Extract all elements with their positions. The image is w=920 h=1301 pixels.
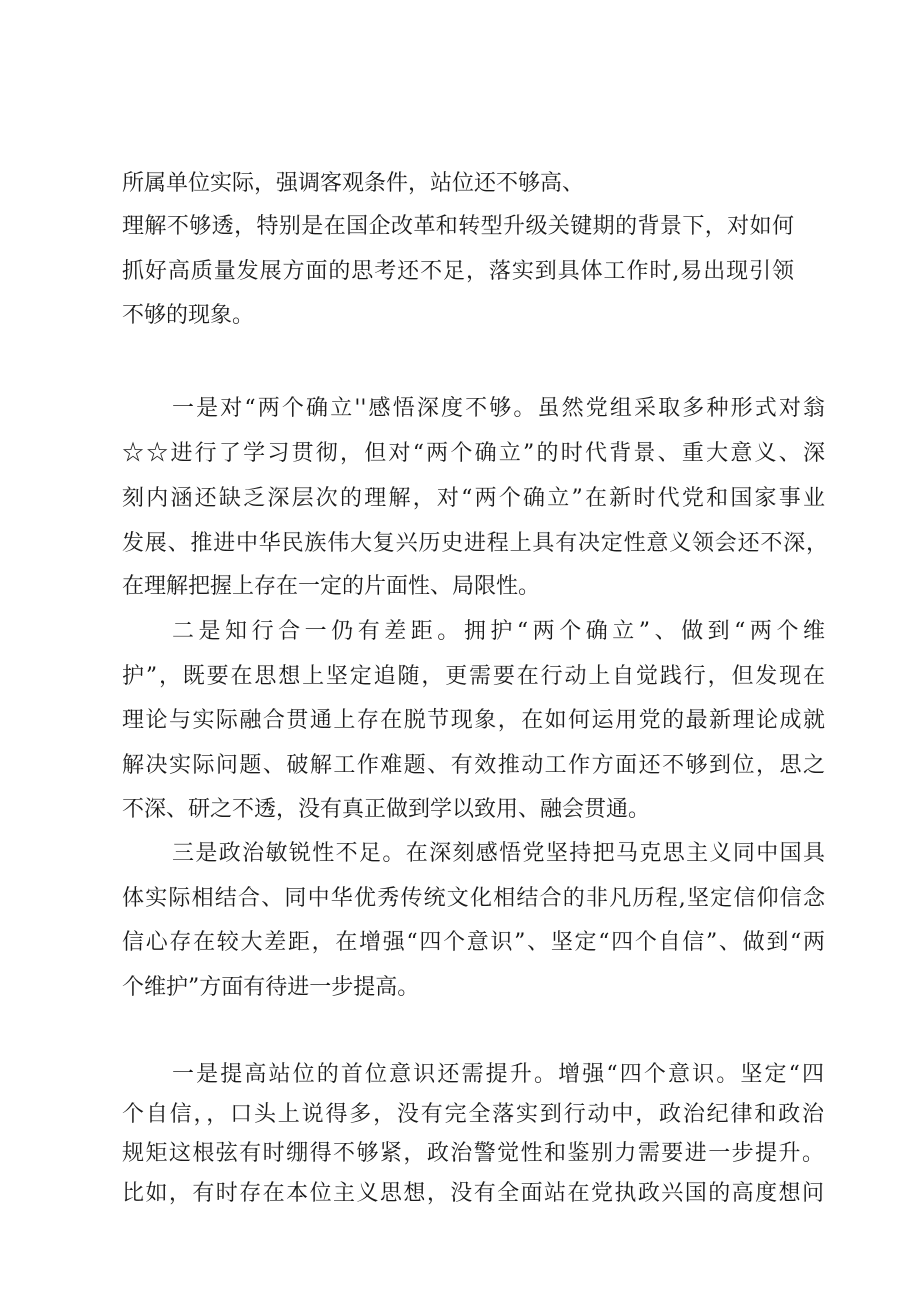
text-line: 个自信，，口头上说得多，没有完全落实到行动中，政治纪律和政治 [122, 1102, 824, 1127]
text-line: 个维护”方面有待进一步提高。 [122, 975, 420, 1000]
text-line: 二是知行合一仍有差距。拥护“两个确立”、做到“两个维 [172, 619, 825, 644]
text-line: 理解不够透，特别是在国企改革和转型升级关键期的背景下，对如何 [122, 214, 794, 239]
text-line: 比如，有时存在本位主义思想，没有全面站在党执政兴国的高度想问 [122, 1181, 824, 1206]
text-line: 理论与实际融合贯通上存在脱节现象，在如何运用党的最新理论成就 [122, 708, 825, 733]
text-line: 护”，既要在思想上坚定追随，更需要在行动上自觉践行，但发现在 [122, 664, 825, 689]
text-line: 刻内涵还缺乏深层次的理解，对“两个确立”在新时代党和国家事业 [122, 486, 825, 511]
text-line: ☆☆进行了学习贯彻，但对“两个确立”的时代背景、重大意义、深 [122, 441, 825, 466]
text-line: 一是提高站位的首位意识还需提升。增强“四个意识。坚定“四 [172, 1062, 824, 1087]
text-line: 三是政治敏锐性不足。在深刻感悟党坚持把马克思主义同中国具 [172, 841, 825, 866]
text-line: 信心存在较大差距，在增强“四个意识”、坚定“四个自信”、做到“两 [122, 930, 825, 955]
text-line: 在理解把握上存在一定的片面性、局限性。 [122, 574, 541, 599]
text-line: 不够的现象。 [122, 303, 255, 328]
text-line: 不深、研之不透，没有真正做到学以致用、融会贯通。 [122, 797, 651, 822]
text-line: 规矩这根弦有时绷得不够紧，政治警觉性和鉴别力需要进一步提升。 [122, 1141, 824, 1166]
text-line: 所属单位实际，强调客观条件，站位还不够高、 [122, 171, 585, 196]
text-line: 发展、推进中华民族伟大复兴历史进程上具有决定性意义领会还不深， [122, 531, 828, 556]
text-line: 体实际相结合、同中华优秀传统文化相结合的非凡历程,坚定信仰信念 [122, 886, 825, 911]
text-line: 解决实际问题、破解工作难题、有效推动工作方面还不够到位，思之 [122, 753, 825, 778]
text-line: 一是对“两个确立''感悟深度不够。虽然党组采取多种形式对翁 [172, 396, 825, 421]
text-line: 抓好高质量发展方面的思考还不足，落实到具体工作时,易出现引领 [122, 259, 794, 284]
